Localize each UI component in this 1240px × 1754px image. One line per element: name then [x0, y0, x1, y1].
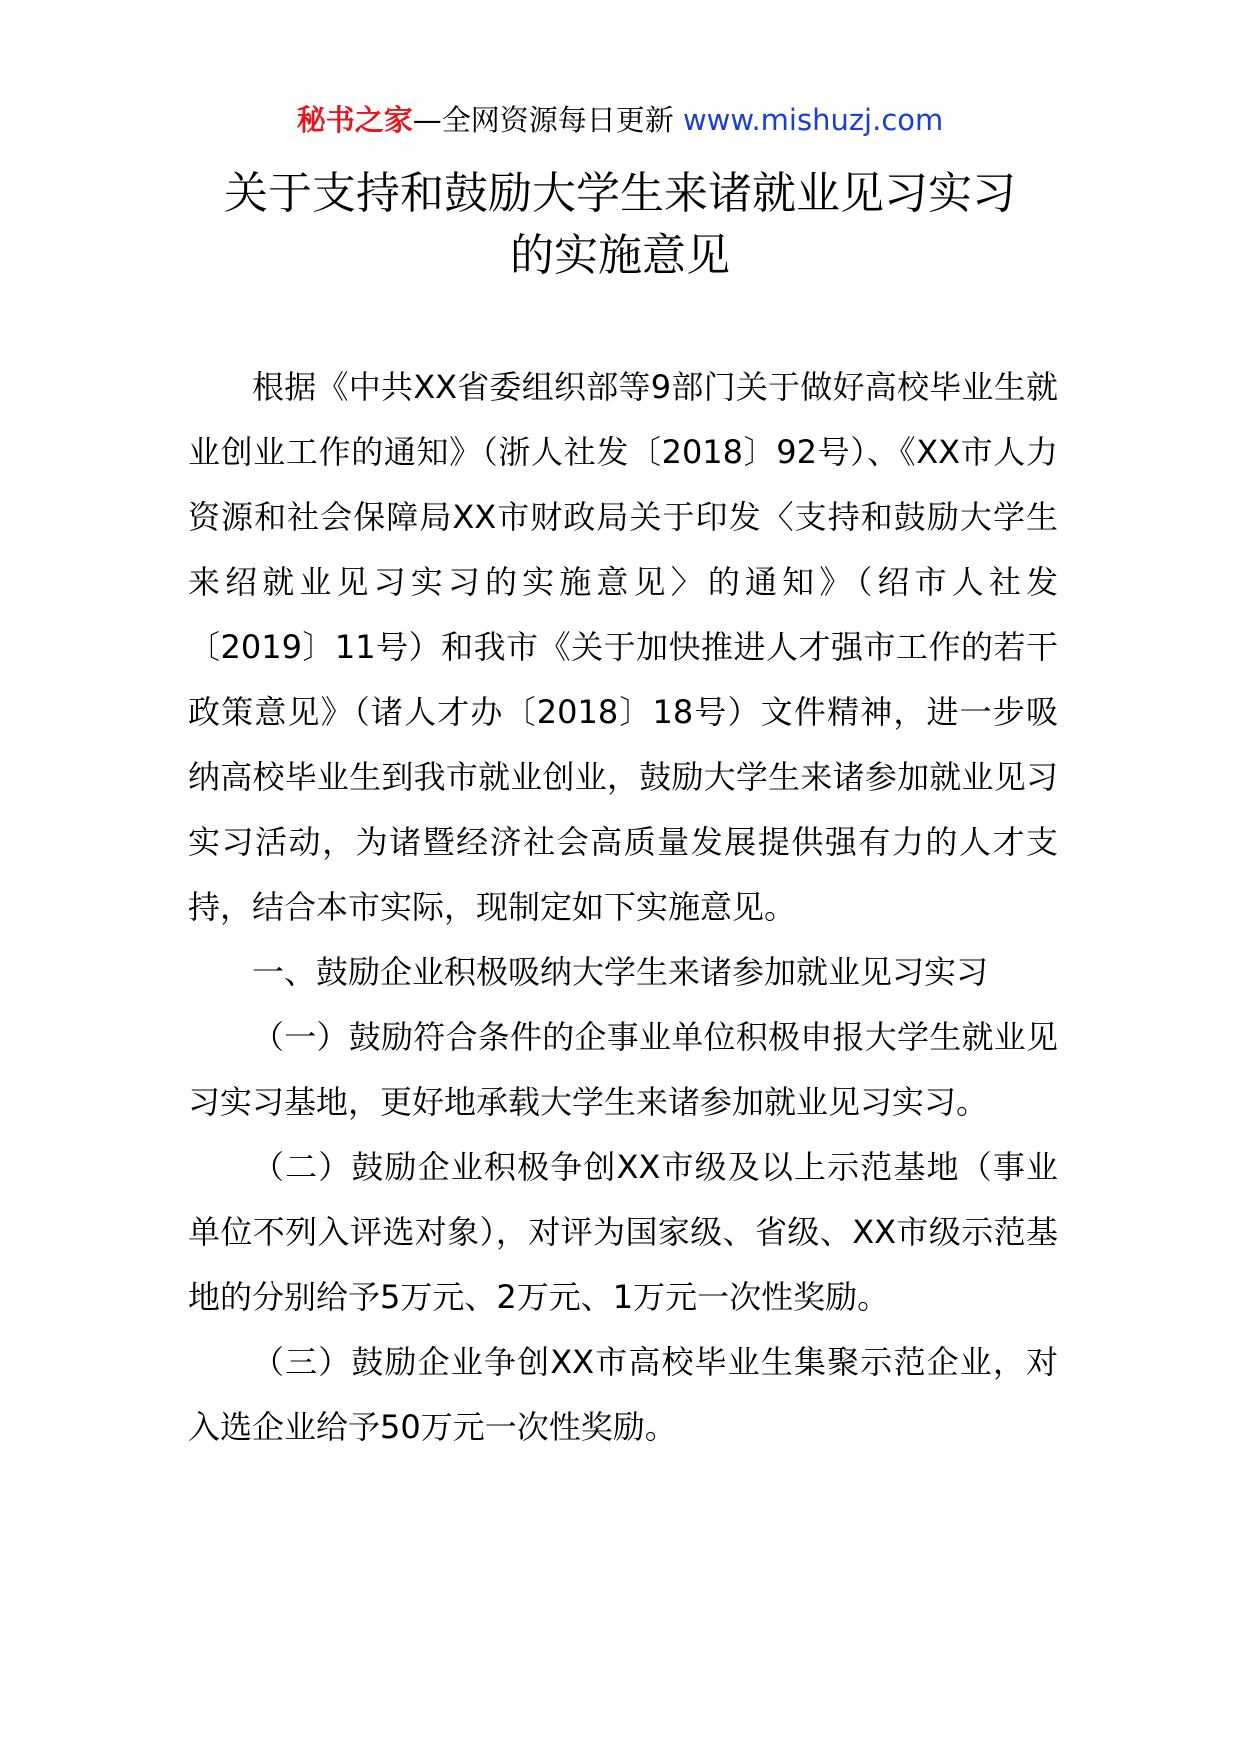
document-body [188, 355, 1058, 1460]
paragraph-item-3: （三）鼓励企业争创XX市高校毕业生集聚示范企业，对入选企业给予50万元一次性奖励。 [188, 1343, 1058, 1446]
paragraph-intro: 根据《中共XX省委组织部等9部门关于做好高校毕业生就业创业工作的通知》（浙人社发〔2018〕92号）、《XX市人力资源和社会保障局XX市财政局关于印发〈支持和鼓励大学生来绍就业见习实习的实施意见〉的通知》（绍市人社发〔2019〕11号）和我市《关于加快推进人才强市工作的若干政策意见》（诸人才办〔2018〕18号）文件精神，进一步吸纳高校毕业生到我市就业创业，鼓励大学生来诸参加就业见习实习活动，为诸暨经济社会高质量发展提供强有力的人才支持，结合本市实际，现制定如下实施意见。 [188, 368, 1058, 926]
document-title-line-2: 的实施意见 [510, 230, 730, 281]
site-header [0, 100, 1240, 140]
document-title [150, 163, 1090, 287]
site-slogan: —全网资源每日更新 [412, 103, 674, 137]
paragraph-item-1: （一）鼓励符合条件的企事业单位积极申报大学生就业见习实习基地，更好地承载大学生来诸参加就业见习实习。 [188, 1018, 1058, 1121]
site-url-link[interactable]: www.mishuzj.com [682, 103, 944, 137]
document-title-line-1: 关于支持和鼓励大学生来诸就业见习实习 [224, 168, 1016, 219]
site-brand: 秘书之家 [296, 103, 413, 137]
section-heading-1: 一、鼓励企业积极吸纳大学生来诸参加就业见习实习 [252, 953, 989, 991]
paragraph-item-2: （二）鼓励企业积极争创XX市级及以上示范基地（事业单位不列入评选对象），对评为国家级、省级、XX市级示范基地的分别给予5万元、2万元、1万元一次性奖励。 [188, 1148, 1058, 1316]
